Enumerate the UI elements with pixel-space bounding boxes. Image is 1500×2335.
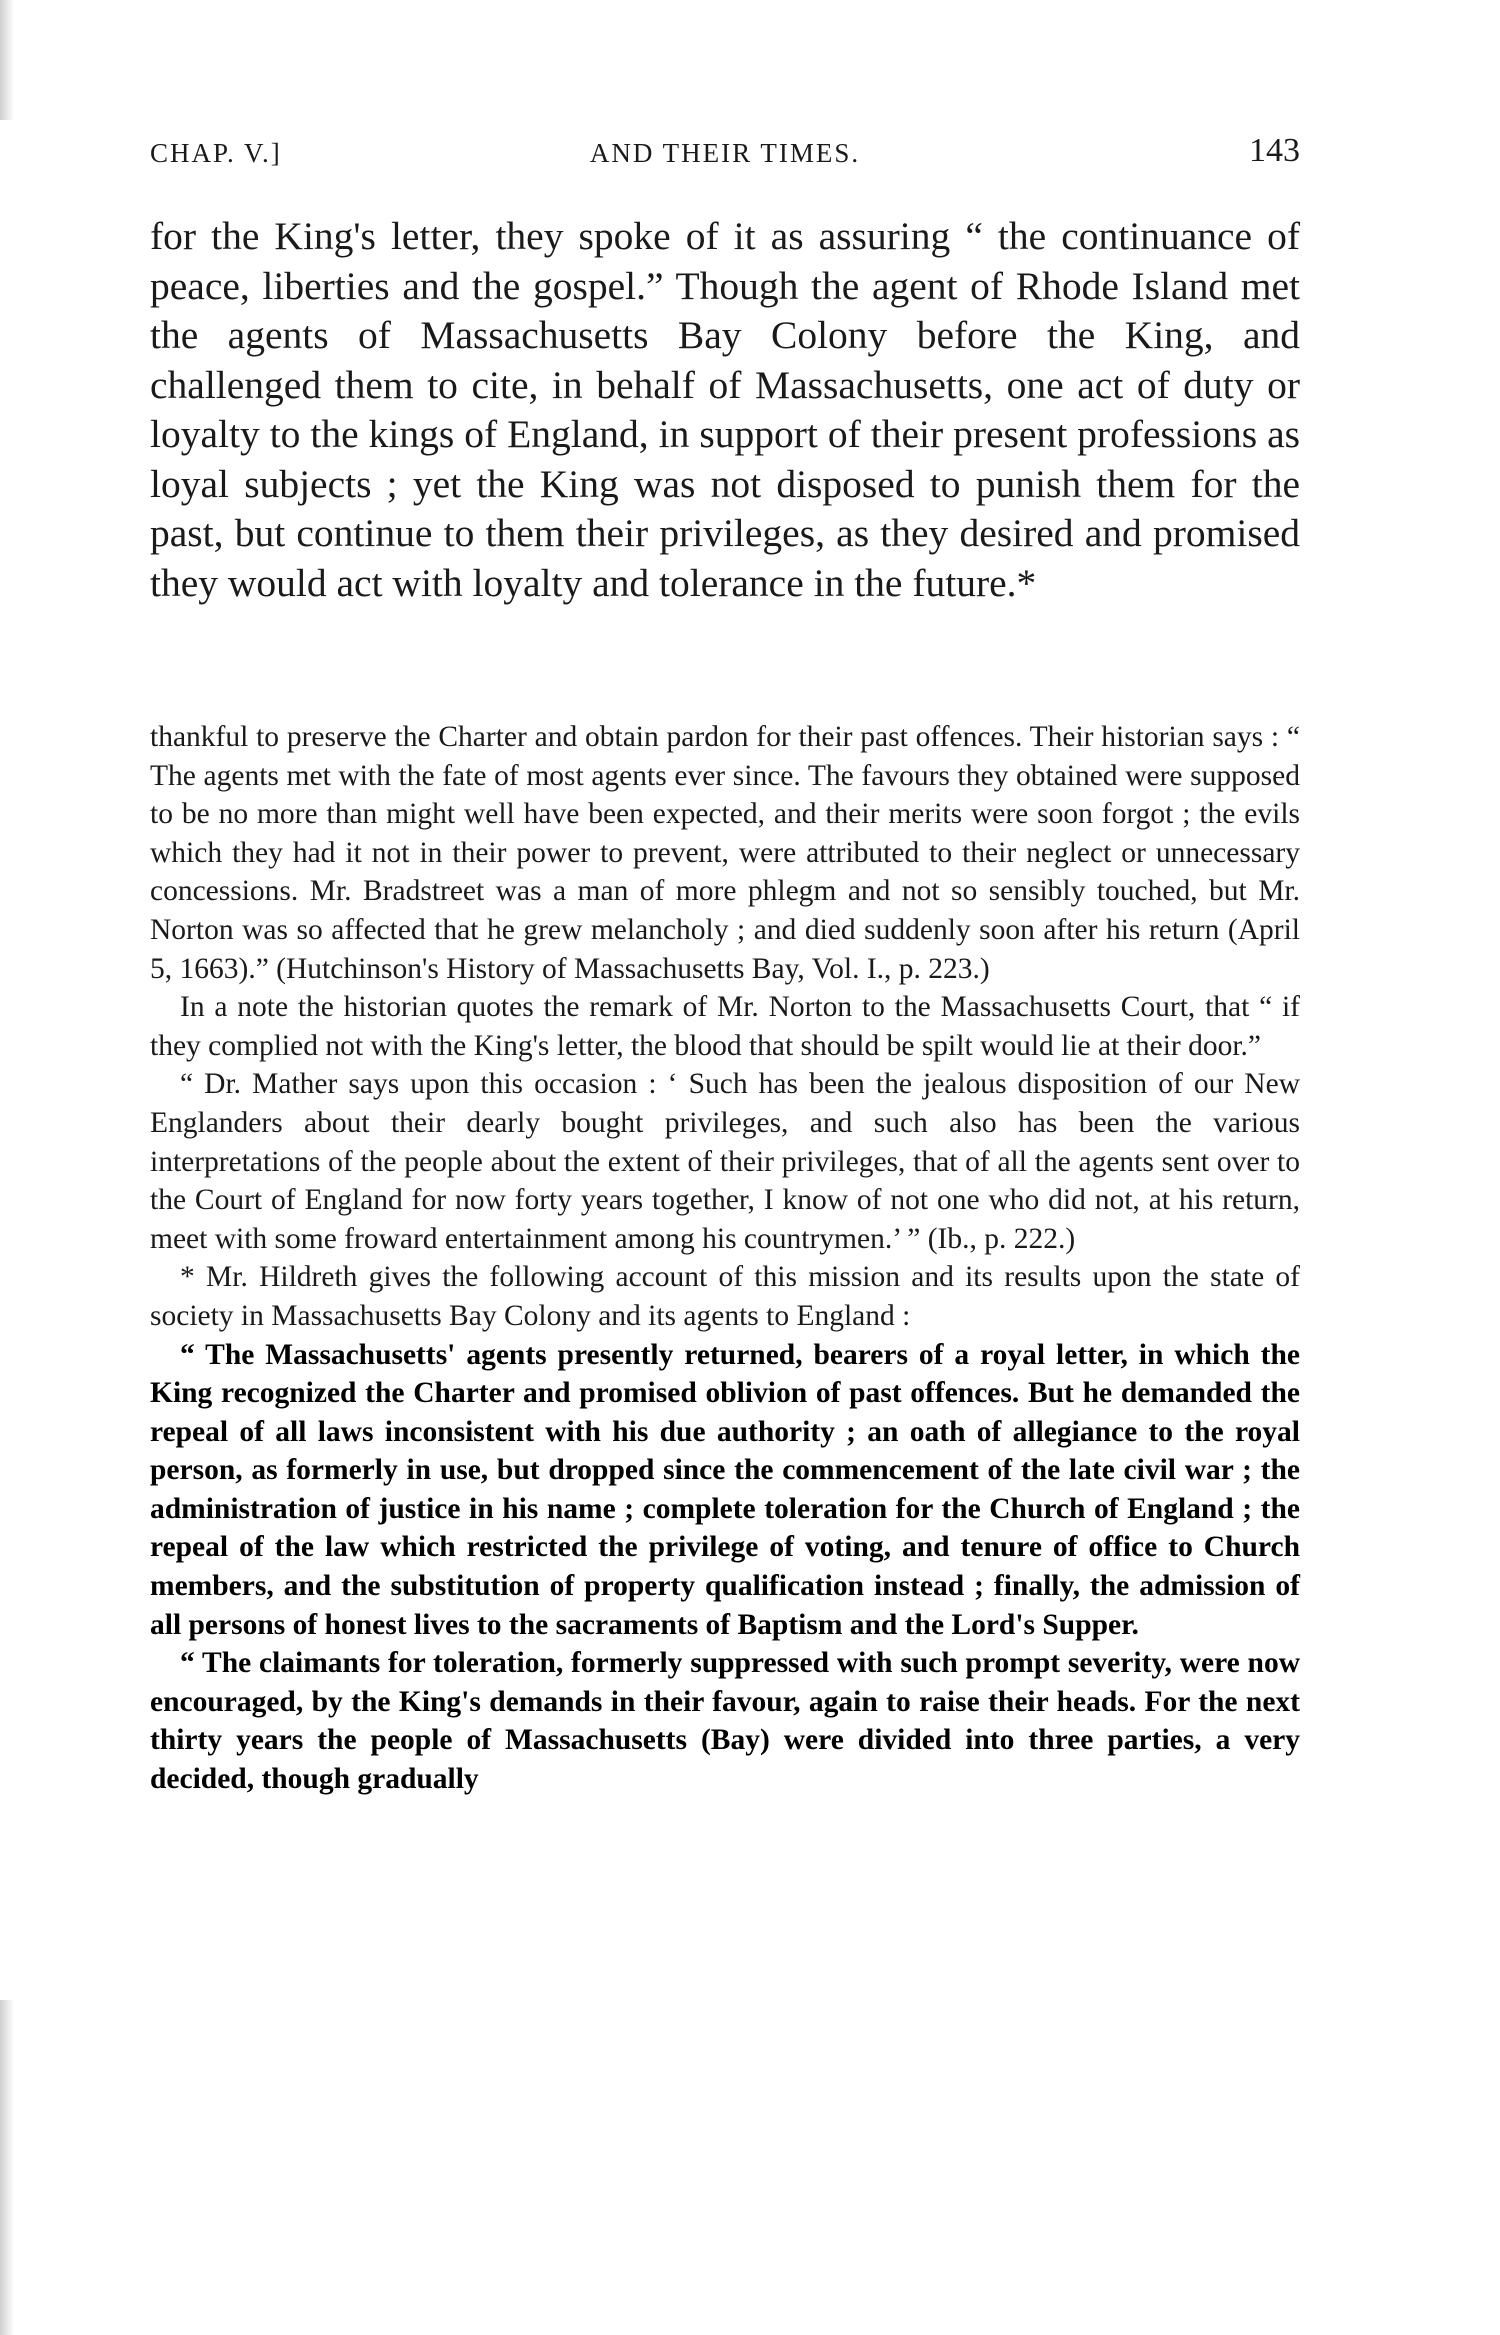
scan-edge-bottom <box>0 2000 14 2335</box>
page-number: 143 <box>1249 132 1300 169</box>
body-paragraph: for the King's letter, they spoke of it as assuring “ the continuance of peace, liberties and the gospel.” Though the agent of Rhode Island met the agents of Massachusetts Bay Colony before the King, and challenged them to cite, in behalf of Massachusetts, one act of duty or loyalty to the kings of England, in support of their present professions as loyal subjects ; yet the King was not disposed to punish them for the past, but continue to them their privileges, as they desired and promised they would act with loyalty and tolerance in the future.* <box>150 214 1300 605</box>
footnote-paragraph: thankful to preserve the Charter and obtain pardon for their past offences. Their historian says : “ The agents met with the fate of most agents ever since. The favours they obtained were supposed to be no more than might well have been expected, and their merits were soon forgot ; the evils which they had it not in their power to prevent, were attributed to their neglect or unnecessary concessions. Mr. Bradstreet was a man of more phlegm and not so sensibly touched, but Mr. Norton was so affected that he grew melancholy ; and died suddenly soon after his return (April 5, 1663).” (Hutchinson's History of Massachusetts Bay, Vol. I., p. 223.) <box>150 721 1300 985</box>
running-head <box>150 132 1300 178</box>
footnote-paragraph: “ Dr. Mather says upon this occasion : ‘ Such has been the jealous disposition of our New Englanders about their dearly bought privileges, and such also has been the various interpretations of the people about the extent of their privileges, that of all the agents sent over to the Court of England for now forty years together, I know of not one who did not, at his return, meet with some froward entertainment among his countrymen.’ ” (Ib., p. 222.) <box>150 1068 1300 1255</box>
footnote-paragraph: * Mr. Hildreth gives the following account of this mission and its results upon the state of society in Massachusetts Bay Colony and its agents to England : <box>150 1261 1300 1332</box>
book-page <box>150 0 1300 2335</box>
footnote-paragraph: “ The Massachusetts' agents presently returned, bearers of a royal letter, in which the King recognized the Charter and promised oblivion of past offences. But he demanded the repeal of all laws inconsistent with his due authority ; an oath of allegiance to the royal person, as formerly in use, but dropped since the commencement of the late civil war ; the administration of justice in his name ; complete toleration for the Church of England ; the repeal of the law which restricted the privilege of voting, and tenure of office to Church members, and the substitution of property qualification instead ; finally, the admission of all persons of honest lives to the sacraments of Baptism and the Lord's Supper. <box>150 1338 1300 1641</box>
footnote-paragraph: “ The claimants for toleration, formerly suppressed with such prompt severity, were now encouraged, by the King's demands in their favour, again to raise their heads. For the next thirty years the people of Massachusetts (Bay) were divided into three parties, a very decided, though gradually <box>150 1647 1300 1796</box>
scan-edge-top <box>0 0 14 120</box>
footnote-paragraph: In a note the historian quotes the remark of Mr. Norton to the Massachusetts Court, that “ if they complied not with the King's letter, the blood that should be spilt would lie at their door.” <box>150 991 1300 1062</box>
chapter-label: CHAP. V.] <box>150 138 282 168</box>
footnotes <box>150 718 1300 1799</box>
main-text <box>150 212 1300 608</box>
running-title: AND THEIR TIMES. <box>589 138 861 168</box>
